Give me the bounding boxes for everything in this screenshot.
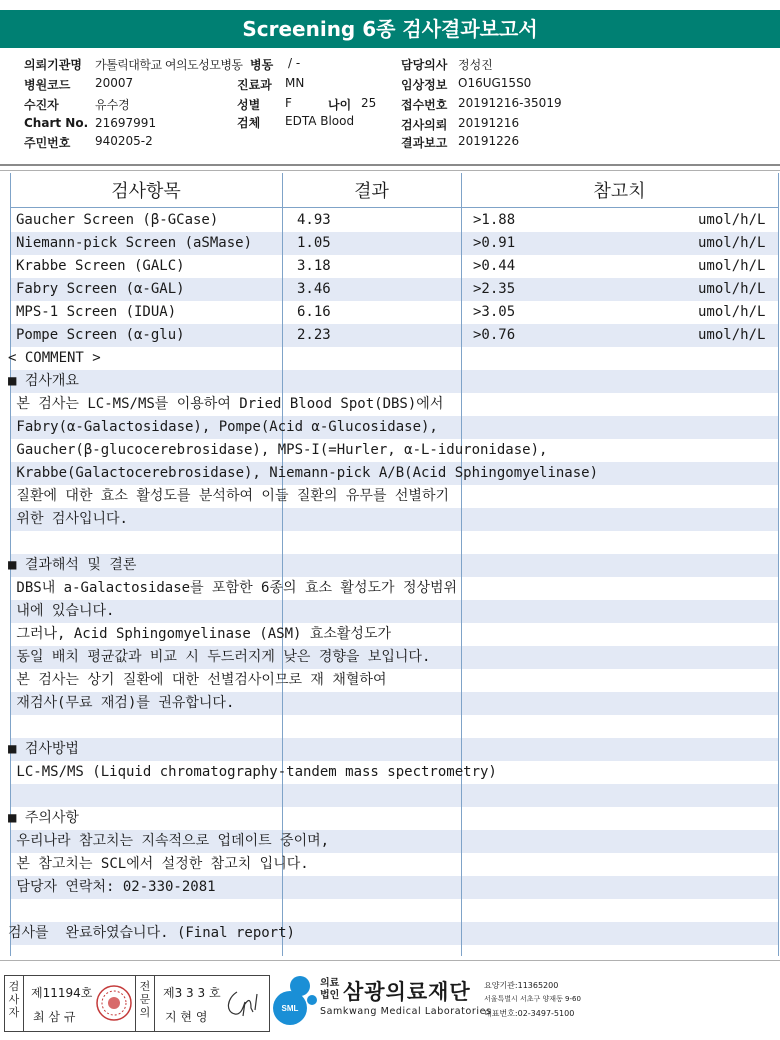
comment-line: 동일 배치 평균값과 비교 시 두드러지게 낮은 경향을 보입니다. — [8, 649, 431, 665]
comment-line: 본 참고치는 SCL에서 설정한 참고치 입니다. — [8, 856, 309, 872]
comment-line: Gaucher(β-glucocerebrosidase), MPS-I(=Hurler, α-L-iduronidase), — [8, 442, 548, 458]
comment-line: ■ 결과해석 및 결론 — [8, 557, 137, 573]
test-name-cell: MPS-1 Screen (IDUA) — [16, 304, 177, 320]
patient-info-section — [0, 50, 780, 160]
specialist-signature-icon — [223, 986, 263, 1020]
doctor-value: 정성진 — [458, 58, 493, 72]
comment-line: 그러나, Acid Sphingomyelinase (ASM) 효소활성도가 — [8, 626, 392, 642]
unit-cell: umol/h/L — [698, 235, 766, 251]
department-label: 진료과 — [237, 78, 272, 92]
doctor-label: 담당의사 — [401, 58, 448, 72]
test-name-cell: Fabry Screen (α-GAL) — [16, 281, 185, 297]
comment-line: ■ 검사개요 — [8, 373, 79, 389]
reference-value-cell: >0.44 — [473, 258, 516, 274]
sml-logo-icon — [272, 972, 318, 1032]
sex-value: F — [285, 96, 292, 110]
test-name-cell: Niemann-pick Screen (aSMase) — [16, 235, 253, 251]
org-code: 요양기관:11365200 — [484, 981, 559, 990]
result-value-cell: 6.16 — [297, 304, 331, 320]
comment-line: Krabbe(Galactocerebrosidase), Niemann-pick A/B(Acid Sphingomyelinase) — [8, 465, 599, 481]
hospital-code-value: 20007 — [95, 76, 134, 90]
patient-value: 유수경 — [95, 98, 130, 112]
ward-label: 병동 — [250, 58, 274, 72]
unit-cell: umol/h/L — [698, 281, 766, 297]
patient-label: 수진자 — [24, 98, 59, 112]
comment-line: Fabry(α-Galactosidase), Pompe(Acid α-Glucosidase), — [8, 419, 438, 435]
institution-value: 가톨릭대학교 여의도성모병동 — [95, 58, 243, 72]
column-header-result: 결과 — [354, 181, 389, 202]
reference-value-cell: >0.91 — [473, 235, 516, 251]
comment-line: LC-MS/MS (Liquid chromatography-tandem mass spectrometry) — [8, 764, 497, 780]
row-stripe — [11, 715, 779, 738]
test-name-cell: Gaucher Screen (β-GCase) — [16, 212, 219, 228]
comment-line: ■ 검사방법 — [8, 741, 79, 757]
reference-value-cell: >1.88 — [473, 212, 516, 228]
request-date-value: 20191216 — [458, 116, 520, 130]
examiner-license: 제11194호 — [31, 986, 93, 1000]
signature-box — [4, 975, 270, 1032]
row-stripe — [11, 347, 779, 370]
comment-line: 검사를 완료하였습니다. (Final report) — [8, 925, 295, 941]
box-divider-3 — [154, 976, 155, 1031]
column-divider-ref — [461, 173, 462, 956]
header-underline — [10, 207, 779, 208]
comment-line: 본 검사는 상기 질환에 대한 선별검사이므로 재 채혈하여 — [8, 672, 387, 688]
row-stripe — [11, 899, 779, 922]
result-value-cell: 2.23 — [297, 327, 331, 343]
unit-cell: umol/h/L — [698, 327, 766, 343]
row-stripe — [11, 600, 779, 623]
reference-value-cell: >2.35 — [473, 281, 516, 297]
header-divider — [0, 164, 780, 166]
receipt-no-label: 접수번호 — [401, 98, 448, 112]
result-value-cell: 1.05 — [297, 235, 331, 251]
org-name-english: Samkwang Medical Laboratories — [320, 1006, 492, 1017]
comment-line: DBS내 a-Galactosidase를 포함한 6종의 효소 활성도가 정상범위 — [8, 580, 458, 596]
row-stripe — [11, 784, 779, 807]
receipt-no-value: 20191216-35019 — [458, 96, 562, 110]
report-date-value: 20191226 — [458, 134, 520, 148]
result-value-cell: 3.46 — [297, 281, 331, 297]
test-name-cell: Krabbe Screen (GALC) — [16, 258, 185, 274]
ward-value: / - — [288, 56, 301, 70]
age-label: 나이 — [328, 98, 352, 112]
box-divider — [23, 976, 24, 1031]
org-type: 의료법인 — [320, 978, 340, 1001]
specimen-value: EDTA Blood — [285, 114, 355, 128]
org-address: 서울특별시 서초구 양재동 9-60 — [484, 995, 581, 1003]
unit-cell: umol/h/L — [698, 304, 766, 320]
comment-line: 우리나라 참고치는 지속적으로 업데이트 중이며, — [8, 833, 330, 849]
comment-line: 담당자 연락처: 02-330-2081 — [8, 879, 216, 895]
report-date-label: 결과보고 — [401, 136, 448, 150]
header-divider-thin — [0, 170, 780, 171]
table-border-right — [778, 173, 779, 956]
comment-line: 본 검사는 LC-MS/MS를 이용하여 Dried Blood Spot(DBS)에서 — [8, 396, 444, 412]
footer-divider — [0, 960, 780, 961]
report-title: Screening 6종 검사결과보고서 — [0, 10, 780, 48]
comment-line: ■ 주의사항 — [8, 810, 79, 826]
examiner-name: 최 삼 규 — [33, 1010, 76, 1024]
comment-line: 위한 검사입니다. — [8, 511, 128, 527]
institution-label: 의뢰기관명 — [24, 58, 82, 72]
column-header-test: 검사항목 — [111, 181, 181, 202]
reference-value-cell: >0.76 — [473, 327, 516, 343]
unit-cell: umol/h/L — [698, 212, 766, 228]
result-value-cell: 4.93 — [297, 212, 331, 228]
row-stripe — [11, 807, 779, 830]
column-header-reference: 참고치 — [593, 181, 646, 202]
footer — [0, 966, 780, 1040]
box-divider-2 — [135, 976, 136, 1031]
row-stripe — [11, 370, 779, 393]
sex-label: 성별 — [237, 98, 261, 112]
specimen-label: 검체 — [237, 116, 261, 130]
id-no-label: 주민번호 — [24, 136, 71, 150]
row-stripe — [11, 738, 779, 761]
clinical-info-value: O16UG15S0 — [458, 76, 532, 90]
org-name: 삼광의료재단 — [343, 980, 471, 1004]
test-name-cell: Pompe Screen (α-glu) — [16, 327, 185, 343]
comment-line: 재검사(무료 재검)를 권유합니다. — [8, 695, 235, 711]
specialist-license: 제3 3 3 호 — [163, 986, 221, 1000]
department-value: MN — [285, 76, 305, 90]
row-stripe — [11, 531, 779, 554]
comment-line: < COMMENT > — [8, 350, 101, 366]
hospital-code-label: 병원코드 — [24, 78, 71, 92]
specialist-title: 전문의 — [139, 980, 151, 1019]
id-no-value: 940205-2 — [95, 134, 153, 148]
results-table — [10, 173, 779, 956]
reference-value-cell: >3.05 — [473, 304, 516, 320]
chart-no-value: 21697991 — [95, 116, 157, 130]
age-value: 25 — [361, 96, 377, 110]
unit-cell: umol/h/L — [698, 258, 766, 274]
result-value-cell: 3.18 — [297, 258, 331, 274]
comment-line: 내에 있습니다. — [8, 603, 115, 619]
logo-text: SML — [281, 1004, 299, 1013]
specialist-name: 지 현 영 — [165, 1010, 208, 1024]
comment-line: 질환에 대한 효소 활성도를 분석하여 이들 질환의 유무를 선별하기 — [8, 488, 450, 504]
chart-no-label: Chart No. — [24, 116, 89, 130]
examiner-title: 검사자 — [8, 980, 20, 1019]
request-date-label: 검사의뢰 — [401, 118, 448, 132]
org-phone: 대표번호:02-3497-5100 — [484, 1009, 575, 1018]
examiner-seal-icon — [95, 984, 133, 1022]
clinical-info-label: 임상정보 — [401, 78, 448, 92]
row-stripe — [11, 945, 779, 968]
